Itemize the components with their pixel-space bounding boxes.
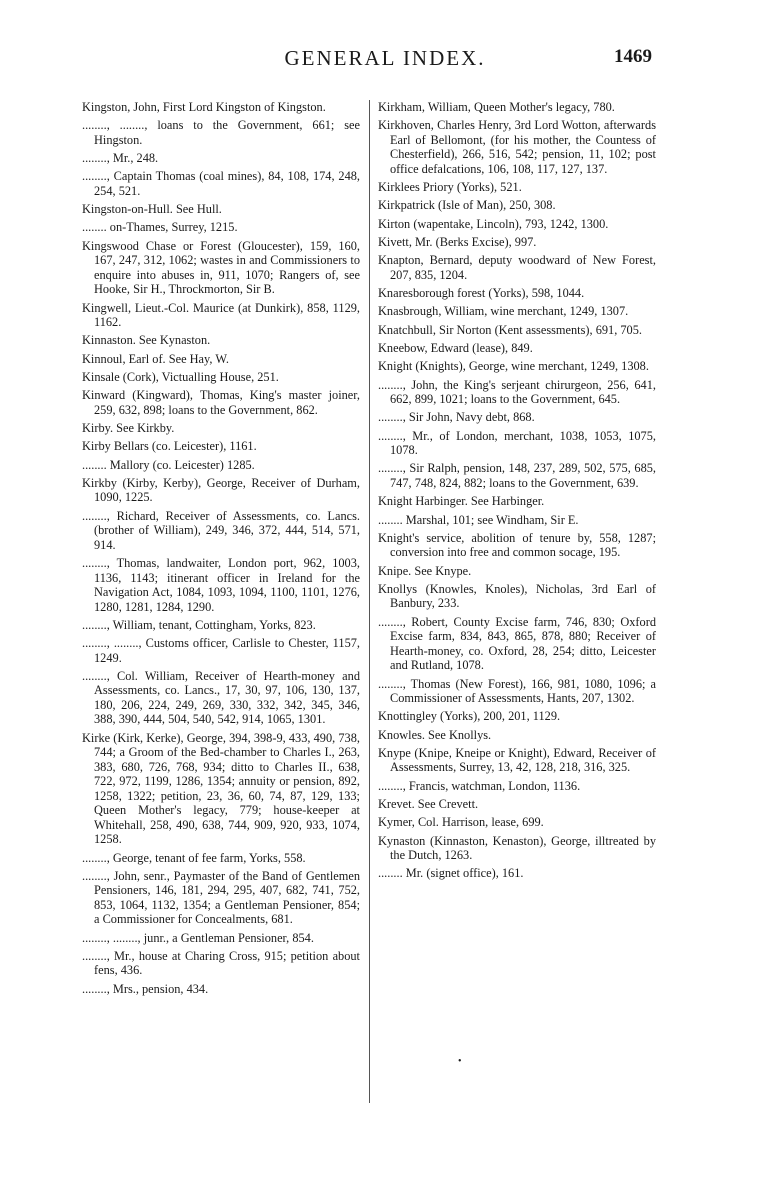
index-entry: Knight (Knights), George, wine merchant, 1249, 1308. xyxy=(378,359,649,374)
index-entry: ........, Mr., of London, merchant, 1038, 1053, 1075, 1078. xyxy=(378,428,656,458)
index-entry: Kingston, John, First Lord Kingston of Kingston. xyxy=(82,100,326,114)
index-entry: ........ Mallory (co. Leicester) 1285. xyxy=(82,457,255,472)
index-entry: Knapton, Bernard, deputy woodward of New Forest, 207, 835, 1204. xyxy=(378,253,656,282)
index-entry: ........, Captain Thomas (coal mines), 84, 108, 174, 248, 254, 521. xyxy=(82,169,360,198)
index-entry: Kingswood Chase or Forest (Gloucester), 159, 160, 167, 247, 312, 1062; wastes in and Commissioners to enquire into abuses in, 911, 1070; Rangers of, see Hooke, Sir H., Throckmorton, Sir B. xyxy=(82,238,360,297)
index-entry: ........, ........, loans to the Government, 661; see Hingston. xyxy=(82,118,360,147)
index-entry: Knype (Knipe, Kneipe or Knight), Edward, Receiver of Assessments, Surrey, 13, 42, 128, 218, 316, 325. xyxy=(378,745,656,775)
index-entry: Kivett, Mr. (Berks Excise), 997. xyxy=(378,234,537,249)
index-entry: Kirkpatrick (Isle of Man), 250, 308. xyxy=(378,198,556,213)
index-entry: Kirby Bellars (co. Leicester), 1161. xyxy=(82,439,257,454)
index-entry: Knight Harbinger. See Harbinger. xyxy=(378,494,545,509)
index-entry: ........, Richard, Receiver of Assessments, co. Lancs. (brother of William), 249, 346, 372, 444, 514, 571, 914. xyxy=(82,508,360,552)
index-entry: Kingwell, Lieut.-Col. Maurice (at Dunkirk), 858, 1129, 1162. xyxy=(82,300,360,330)
index-entry: ........, Francis, watchman, London, 1136. xyxy=(378,778,581,793)
index-entry: ........, Thomas (New Forest), 166, 981, 1080, 1096; a Commissioner of Assessments, Hants, 207, 1302. xyxy=(378,676,656,706)
index-entry: ........, Mr., 248. xyxy=(82,151,159,166)
decorative-dot: • xyxy=(458,1056,462,1067)
index-entry: Kirklees Priory (Yorks), 521. xyxy=(378,180,522,195)
index-entry: Kinsale (Cork), Victualling House, 251. xyxy=(82,369,279,384)
index-entry: Knasbrough, William, wine merchant, 1249, 1307. xyxy=(378,304,629,319)
index-entry: ........, Col. William, Receiver of Hearth-money and Assessments, co. Lancs., 17, 30, 97, 106, 130, 137, 180, 206, 224, 249, 269, 330, 332, 342, 345, 346, 388, 390, 444, 504, 540, 542, 914, 1065, 1301. xyxy=(82,668,360,727)
index-entry: ........, Thomas, landwaiter, London port, 962, 1003, 1136, 1143; itinerant officer in Ireland for the Navigation Act, 1084, 1093, 1094, 1100, 1101, 1276, 1280, 1281, 1284, 1290. xyxy=(82,556,360,614)
index-entry: ........, Sir Ralph, pension, 148, 237, 289, 502, 575, 685, 747, 748, 824, 882; loans to the Government, 639. xyxy=(378,461,656,490)
index-entry: ........, George, tenant of fee farm, Yorks, 558. xyxy=(82,850,306,865)
column-divider xyxy=(369,100,370,1103)
index-entry: Kingston-on-Hull. See Hull. xyxy=(82,202,222,217)
index-entry: Kinnaston. See Kynaston. xyxy=(82,333,211,348)
index-entry: Knipe. See Knype. xyxy=(378,563,472,578)
index-entry: Kinnoul, Earl of. See Hay, W. xyxy=(82,351,229,366)
index-entry: Kirkhoven, Charles Henry, 3rd Lord Wotton, afterwards Earl of Bellomont, (for his mother, the Countess of Chesterfield), 266, 516, 542; pension, 11, 102; post office defalcations, 106, 108, 117, 127, 137. xyxy=(378,118,656,176)
index-column-left xyxy=(82,100,360,1000)
index-entry: ........, William, tenant, Cottingham, Yorks, 823. xyxy=(82,617,316,632)
index-entry: ........, Robert, County Excise farm, 746, 830; Oxford Excise farm, 834, 843, 865, 878, 880; Receiver of Hearth-money, co. Oxford, 28, 254; ditto, Leicester and Rutland, 1078. xyxy=(378,614,656,673)
index-column-right xyxy=(378,100,656,885)
index-entry: ........, John, senr., Paymaster of the Band of Gentlemen Pensioners, 146, 181, 294, 295, 407, 682, 741, 752, 853, 1064, 1132, 1354; a Gentleman Pensioner, 854; a Commissioner for Concealments, 681. xyxy=(82,868,360,927)
index-entry: Knatchbull, Sir Norton (Kent assessments), 691, 705. xyxy=(378,322,642,337)
index-entry: Kneebow, Edward (lease), 849. xyxy=(378,340,533,355)
index-entry: Kirkby (Kirby, Kerby), George, Receiver of Durham, 1090, 1225. xyxy=(82,475,360,505)
index-entry: Krevet. See Crevett. xyxy=(378,797,479,812)
index-entry: Kymer, Col. Harrison, lease, 699. xyxy=(378,815,544,830)
index-entry: Knollys (Knowles, Knoles), Nicholas, 3rd Earl of Banbury, 233. xyxy=(378,581,656,611)
index-entry: Kirkham, William, Queen Mother's legacy, 780. xyxy=(378,100,615,114)
index-entry: ........ on-Thames, Surrey, 1215. xyxy=(82,220,238,235)
index-entry: Knight's service, abolition of tenure by, 558, 1287; conversion into free and common socage, 195. xyxy=(378,530,656,560)
page-number: 1469 xyxy=(614,46,652,67)
index-entry: ........, Mrs., pension, 434. xyxy=(82,981,209,996)
index-entry: ........, John, the King's serjeant chirurgeon, 256, 641, 662, 899, 1021; loans to the Government, 645. xyxy=(378,377,656,407)
index-entry: Knaresborough forest (Yorks), 598, 1044. xyxy=(378,286,585,301)
index-entry: ........, ........, Customs officer, Carlisle to Chester, 1157, 1249. xyxy=(82,636,360,665)
index-entry: ........, Mr., house at Charing Cross, 915; petition about fens, 436. xyxy=(82,948,360,978)
page-header xyxy=(0,46,770,76)
index-entry: Kirke (Kirk, Kerke), George, 394, 398-9, 433, 490, 738, 744; a Groom of the Bed-chamber to Charles I., 263, 383, 680, 726, 768, 934; ditto to Charles II., 638, 722, 972, 1199, 1286, 1354; annuity or pension, 892, 1258, 1322; petition, 23, 36, 60, 74, 87, 129, 133; Queen Mother's legacy, 779; house-keeper at Whitehall, 258, 490, 638, 744, 909, 920, 933, 1074, 1258. xyxy=(82,730,360,847)
index-entry: ........ Mr. (signet office), 161. xyxy=(378,866,524,881)
index-entry: Kirton (wapentake, Lincoln), 793, 1242, 1300. xyxy=(378,216,609,231)
index-entry: Knowles. See Knollys. xyxy=(378,727,492,742)
index-entry: ........, Sir John, Navy debt, 868. xyxy=(378,410,535,425)
index-entry: Kirby. See Kirkby. xyxy=(82,421,175,436)
index-entry: Knottingley (Yorks), 200, 201, 1129. xyxy=(378,709,561,724)
page-title: GENERAL INDEX. xyxy=(284,46,486,70)
index-entry: Kinward (Kingward), Thomas, King's master joiner, 259, 632, 898; loans to the Government, 862. xyxy=(82,388,360,417)
index-entry: Kynaston (Kinnaston, Kenaston), George, illtreated by the Dutch, 1263. xyxy=(378,833,656,863)
index-entry: ........, ........, junr., a Gentleman Pensioner, 854. xyxy=(82,930,314,945)
index-entry: ........ Marshal, 101; see Windham, Sir E. xyxy=(378,512,579,527)
